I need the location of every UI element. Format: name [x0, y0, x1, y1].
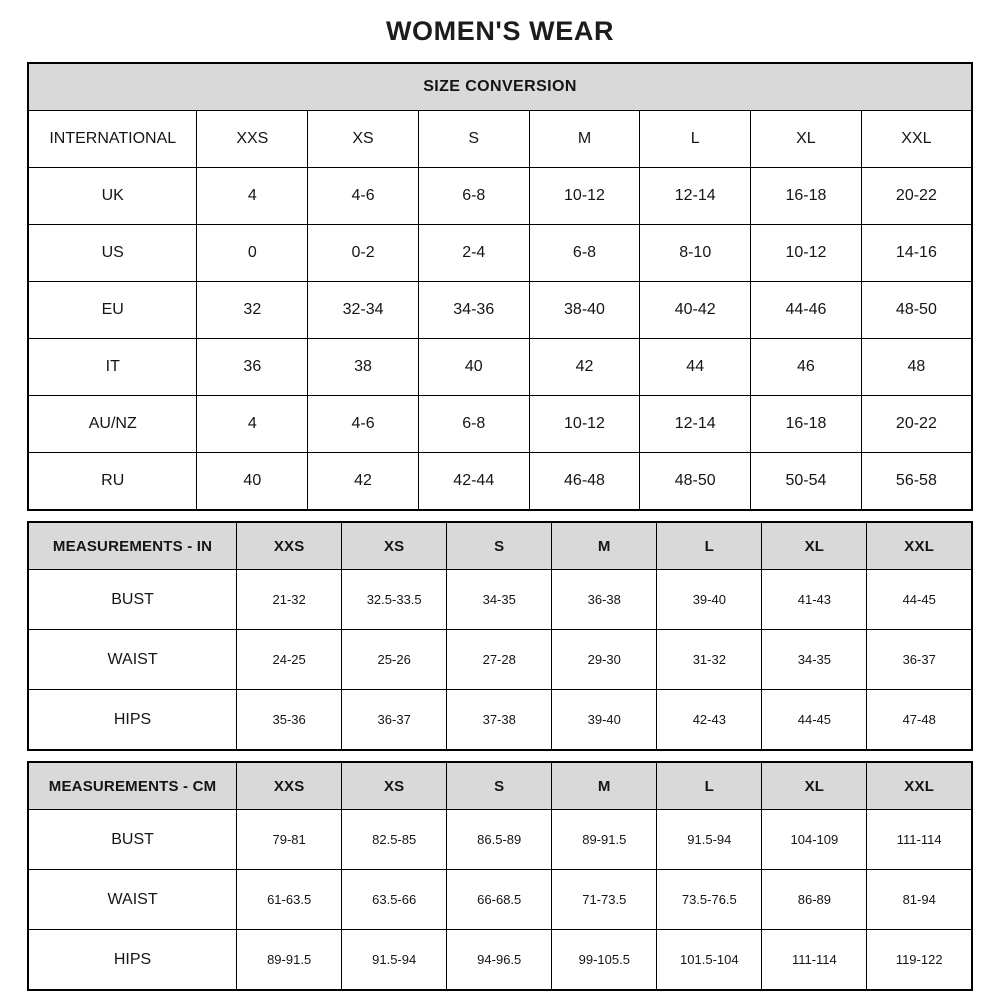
table-cell: XS [308, 111, 419, 168]
table-cell: 47-48 [867, 690, 972, 751]
table-cell: 42 [529, 339, 640, 396]
table-cell: 40 [418, 339, 529, 396]
table-cell: L [640, 111, 751, 168]
table-cell: M [529, 111, 640, 168]
table-row [28, 168, 972, 225]
table-cell: 0 [197, 225, 308, 282]
table-cell: 16-18 [751, 396, 862, 453]
measurements-in-body [28, 522, 972, 750]
table-cell: 89-91.5 [552, 810, 657, 870]
table-cell: 10-12 [529, 396, 640, 453]
table-cell: 73.5-76.5 [657, 870, 762, 930]
table-cell: 56-58 [861, 453, 972, 511]
table-cell: XXS [197, 111, 308, 168]
table-cell: 32.5-33.5 [342, 570, 447, 630]
column-header: M [552, 762, 657, 810]
table-cell: 16-18 [751, 168, 862, 225]
table-cell: 46 [751, 339, 862, 396]
table-row [28, 690, 972, 751]
row-label: AU/NZ [28, 396, 197, 453]
column-header: L [657, 522, 762, 570]
row-label: HIPS [28, 690, 237, 751]
table-cell: 42 [308, 453, 419, 511]
table-cell: 4 [197, 168, 308, 225]
table-cell: 104-109 [762, 810, 867, 870]
table-cell: 38-40 [529, 282, 640, 339]
table-header-row [28, 762, 972, 810]
table-cell: 0-2 [308, 225, 419, 282]
row-label: US [28, 225, 197, 282]
table-cell: 4 [197, 396, 308, 453]
table-cell: 34-35 [447, 570, 552, 630]
table-cell: 27-28 [447, 630, 552, 690]
column-header: XXS [237, 522, 342, 570]
table-cell: 8-10 [640, 225, 751, 282]
table-cell: 14-16 [861, 225, 972, 282]
table-cell: 44-45 [762, 690, 867, 751]
column-header: XXL [867, 522, 972, 570]
row-label: RU [28, 453, 197, 511]
column-header: S [447, 762, 552, 810]
table-cell: 34-36 [418, 282, 529, 339]
table-cell: 79-81 [237, 810, 342, 870]
row-label: EU [28, 282, 197, 339]
table-cell: 46-48 [529, 453, 640, 511]
measurements-in-table [27, 521, 973, 751]
table-cell: 35-36 [237, 690, 342, 751]
table-cell: 12-14 [640, 396, 751, 453]
table-cell: XXL [861, 111, 972, 168]
table-cell: 39-40 [657, 570, 762, 630]
table-cell: 36-37 [867, 630, 972, 690]
table-cell: 50-54 [751, 453, 862, 511]
table-cell: 91.5-94 [342, 930, 447, 991]
table-cell: 61-63.5 [237, 870, 342, 930]
table-cell: 48-50 [640, 453, 751, 511]
column-header: M [552, 522, 657, 570]
table-cell: 21-32 [237, 570, 342, 630]
table-cell: 101.5-104 [657, 930, 762, 991]
table-cell: 25-26 [342, 630, 447, 690]
table-cell: 36 [197, 339, 308, 396]
table-cell: 32-34 [308, 282, 419, 339]
column-header: XL [762, 522, 867, 570]
table-cell: 38 [308, 339, 419, 396]
row-label: HIPS [28, 930, 237, 991]
table-row [28, 225, 972, 282]
table-cell: 6-8 [529, 225, 640, 282]
column-header: XS [342, 522, 447, 570]
table-header-row [28, 522, 972, 570]
table-row [28, 453, 972, 511]
table-cell: 42-43 [657, 690, 762, 751]
size-conversion-header: SIZE CONVERSION [28, 63, 972, 111]
table-cell: 10-12 [751, 225, 862, 282]
measurements-cm-body [28, 762, 972, 990]
column-header: L [657, 762, 762, 810]
table-row [28, 111, 972, 168]
table-cell: 66-68.5 [447, 870, 552, 930]
table-cell: 94-96.5 [447, 930, 552, 991]
table-cell: 119-122 [867, 930, 972, 991]
table-cell: 34-35 [762, 630, 867, 690]
row-label: BUST [28, 810, 237, 870]
table-banner-row [28, 63, 972, 111]
table-cell: 20-22 [861, 168, 972, 225]
column-header: XXL [867, 762, 972, 810]
row-label: BUST [28, 570, 237, 630]
table-cell: 31-32 [657, 630, 762, 690]
table-cell: 89-91.5 [237, 930, 342, 991]
table-cell: XL [751, 111, 862, 168]
table-cell: 86-89 [762, 870, 867, 930]
table-row [28, 810, 972, 870]
table-cell: 81-94 [867, 870, 972, 930]
table-cell: 4-6 [308, 396, 419, 453]
table-title-cell: MEASUREMENTS - IN [28, 522, 237, 570]
table-cell: 37-38 [447, 690, 552, 751]
table-row [28, 930, 972, 991]
table-row [28, 570, 972, 630]
table-cell: 44-46 [751, 282, 862, 339]
table-cell: 71-73.5 [552, 870, 657, 930]
table-row [28, 282, 972, 339]
table-row [28, 396, 972, 453]
table-cell: S [418, 111, 529, 168]
table-cell: 29-30 [552, 630, 657, 690]
table-cell: 40 [197, 453, 308, 511]
table-cell: 99-105.5 [552, 930, 657, 991]
page-title: WOMEN'S WEAR [385, 16, 615, 46]
table-cell: 91.5-94 [657, 810, 762, 870]
column-header: S [447, 522, 552, 570]
table-cell: 82.5-85 [342, 810, 447, 870]
table-cell: 24-25 [237, 630, 342, 690]
table-cell: 36-37 [342, 690, 447, 751]
table-row [28, 630, 972, 690]
table-cell: 86.5-89 [447, 810, 552, 870]
table-cell: 39-40 [552, 690, 657, 751]
column-header: XS [342, 762, 447, 810]
row-label: WAIST [28, 630, 237, 690]
row-label: INTERNATIONAL [28, 111, 197, 168]
size-conversion-table [27, 62, 973, 511]
table-cell: 6-8 [418, 396, 529, 453]
table-row [28, 870, 972, 930]
table-row [28, 339, 972, 396]
column-header: XL [762, 762, 867, 810]
table-cell: 44-45 [867, 570, 972, 630]
table-cell: 42-44 [418, 453, 529, 511]
row-label: WAIST [28, 870, 237, 930]
table-cell: 6-8 [418, 168, 529, 225]
column-header: XXS [237, 762, 342, 810]
row-label: UK [28, 168, 197, 225]
table-cell: 111-114 [867, 810, 972, 870]
table-cell: 2-4 [418, 225, 529, 282]
table-cell: 4-6 [308, 168, 419, 225]
table-cell: 63.5-66 [342, 870, 447, 930]
table-cell: 48-50 [861, 282, 972, 339]
table-cell: 20-22 [861, 396, 972, 453]
table-cell: 40-42 [640, 282, 751, 339]
table-cell: 36-38 [552, 570, 657, 630]
table-title-cell: MEASUREMENTS - CM [28, 762, 237, 810]
table-cell: 44 [640, 339, 751, 396]
table-cell: 41-43 [762, 570, 867, 630]
table-cell: 32 [197, 282, 308, 339]
row-label: IT [28, 339, 197, 396]
table-cell: 12-14 [640, 168, 751, 225]
table-cell: 111-114 [762, 930, 867, 991]
size-conversion-body [28, 111, 972, 511]
table-cell: 10-12 [529, 168, 640, 225]
table-cell: 48 [861, 339, 972, 396]
measurements-cm-table [27, 761, 973, 991]
